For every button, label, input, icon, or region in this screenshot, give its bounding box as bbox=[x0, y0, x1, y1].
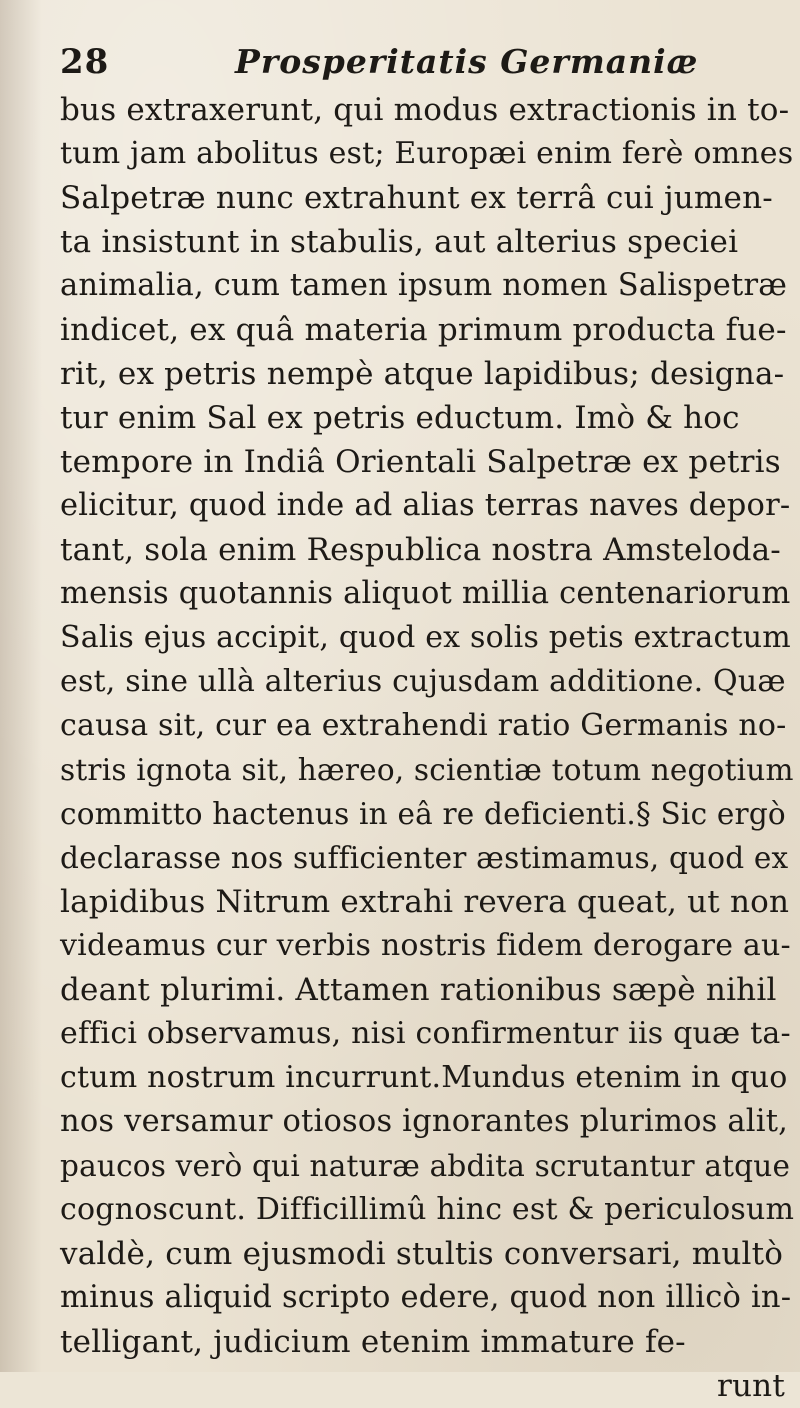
text-line: telligant, judicium etenim immature fe- bbox=[60, 1324, 686, 1360]
text-line: nos versamur otiosos ignorantes plurimos alit, bbox=[60, 1104, 789, 1139]
text-line: tant, sola enim Respublica nostra Amsteloda- bbox=[60, 532, 781, 568]
text-line: lapidibus Nitrum extrahi revera queat, ut non bbox=[60, 884, 790, 920]
text-line: declarasse nos sufficienter æstimamus, quod ex bbox=[60, 841, 789, 875]
text-line: rit, ex petris nempè atque lapidibus; designa- bbox=[60, 356, 785, 392]
text-line: videamus cur verbis nostris fidem derogare au- bbox=[60, 928, 791, 963]
gutter-shadow bbox=[0, 0, 42, 1372]
text-line: animalia, cum tamen ipsum nomen Salispetræ bbox=[60, 268, 788, 303]
running-title: Prosperitatis Germaniæ bbox=[235, 42, 699, 81]
text-line: est, sine ullà alterius cujusdam additione. Quæ bbox=[60, 664, 786, 699]
text-line: causa sit, cur ea extrahendi ratio Germanis no- bbox=[60, 708, 787, 743]
text-line: committo hactenus in eâ re deficienti.§ Sic ergò bbox=[60, 797, 786, 831]
text-line: minus aliquid scripto edere, quod non illicò in- bbox=[60, 1280, 792, 1315]
text-line: Salis ejus accipit, quod ex solis petis extractum bbox=[60, 620, 791, 655]
text-line: Salpetræ nunc extrahunt ex terrâ cui jumen- bbox=[60, 180, 773, 216]
text-line: tur enim Sal ex petris eductum. Imò & hoc bbox=[60, 400, 740, 436]
text-line: tempore in Indiâ Orientali Salpetræ ex petris bbox=[60, 444, 781, 480]
text-line: indicet, ex quâ materia primum producta fue- bbox=[60, 312, 787, 348]
text-line: bus extraxerunt, qui modus extractionis in to- bbox=[60, 92, 790, 128]
catchword: runt bbox=[716, 1368, 785, 1404]
text-line: effici observamus, nisi confirmentur iis quæ ta- bbox=[60, 1016, 791, 1051]
body-text bbox=[60, 88, 795, 1408]
text-line: elicitur, quod inde ad alias terras naves depor- bbox=[60, 488, 791, 523]
text-line: paucos verò qui naturæ abdita scrutantur atque bbox=[60, 1149, 791, 1183]
text-line: deant plurimi. Attamen rationibus sæpè nihil bbox=[60, 972, 777, 1008]
text-line: mensis quotannis aliquot millia centenariorum bbox=[60, 576, 791, 611]
text-line: ctum nostrum incurrunt.Mundus etenim in quo bbox=[60, 1060, 788, 1095]
running-head bbox=[60, 42, 780, 92]
page-number: 28 bbox=[60, 42, 110, 82]
text-line: stris ignota sit, hæreo, scientiæ totum negotium bbox=[60, 753, 794, 787]
text-line: ta insistunt in stabulis, aut alterius speciei bbox=[60, 224, 739, 260]
text-line: valdè, cum ejusmodi stultis conversari, multò bbox=[60, 1236, 784, 1272]
text-line: cognoscunt. Difficillimû hinc est & periculosum bbox=[60, 1192, 795, 1227]
text-line: tum jam abolitus est; Europæi enim ferè omnes bbox=[60, 136, 794, 171]
